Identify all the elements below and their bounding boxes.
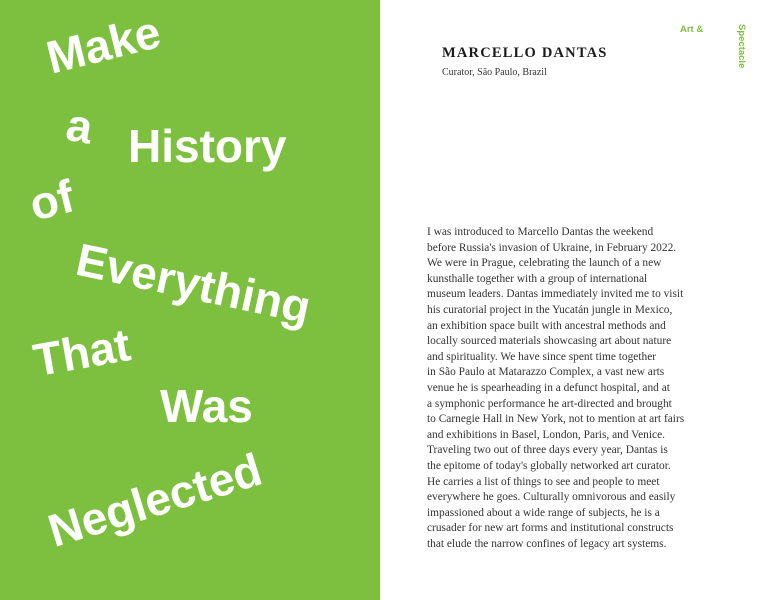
body-line: locally sourced materials showcasing art about nature bbox=[427, 335, 672, 348]
body-line: venue he is spearheading in a defunct hospital, and at bbox=[427, 381, 670, 394]
body-line: He carries a list of things to see and people to meet bbox=[427, 475, 660, 488]
body-line: museum leaders. Dantas immediately invited me to visit bbox=[427, 288, 684, 301]
body-line: Traveling two out of three days every year, Dantas is bbox=[427, 444, 668, 457]
title-word-was: Was bbox=[160, 380, 253, 432]
running-head: Art & bbox=[680, 24, 704, 35]
body-line: and exhibitions in Basel, London, Paris, and Venice. bbox=[427, 428, 666, 441]
body-line: We were in Prague, celebrating the launch of a new bbox=[427, 257, 662, 270]
body-line: crusader for new art forms and institutional constructs bbox=[427, 522, 674, 535]
body-line: the epitome of today's globally networked art curator. bbox=[427, 459, 671, 472]
title-word-neglected: Neglected bbox=[42, 442, 268, 557]
title-word-everything: Everything bbox=[71, 233, 316, 334]
body-line: his curatorial project in the Yucatán jungle in Mexico, bbox=[427, 303, 673, 316]
running-head-vertical: Spectacle bbox=[736, 24, 747, 69]
author-role: Curator, São Paulo, Brazil bbox=[442, 67, 547, 78]
title-word-that: That bbox=[29, 318, 135, 387]
body-line: an exhibition space built with ancestral methods and bbox=[427, 319, 666, 332]
body-line: everywhere he goes. Culturally omnivorous and easily bbox=[427, 491, 676, 504]
title-word-a: a bbox=[62, 98, 97, 154]
body-line: I was introduced to Marcello Dantas the weekend bbox=[427, 226, 654, 238]
title-word-of: of bbox=[24, 169, 79, 231]
text-page bbox=[380, 0, 758, 600]
body-line: that elude the narrow confines of legacy art systems. bbox=[427, 537, 667, 550]
body-line: and spirituality. We have since spent time together bbox=[427, 350, 657, 363]
body-line: before Russia's invasion of Ukraine, in February 2022. bbox=[427, 241, 677, 254]
body-line: in São Paulo at Matarazzo Complex, a vast new arts bbox=[427, 366, 665, 379]
body-line: kunsthalle together with a group of international bbox=[427, 272, 648, 285]
title-word-history: History bbox=[128, 120, 287, 172]
body-line: to Carnegie Hall in New York, not to mention at art fairs bbox=[427, 413, 685, 426]
body-line: a symphonic performance he art-directed and brought bbox=[427, 397, 672, 410]
body-paragraph bbox=[427, 225, 737, 552]
body-line: impassioned about a wide range of subjects, he is a bbox=[427, 506, 660, 519]
title-word-make: Make bbox=[41, 5, 166, 84]
author-name: MARCELLO DANTAS bbox=[442, 45, 608, 61]
